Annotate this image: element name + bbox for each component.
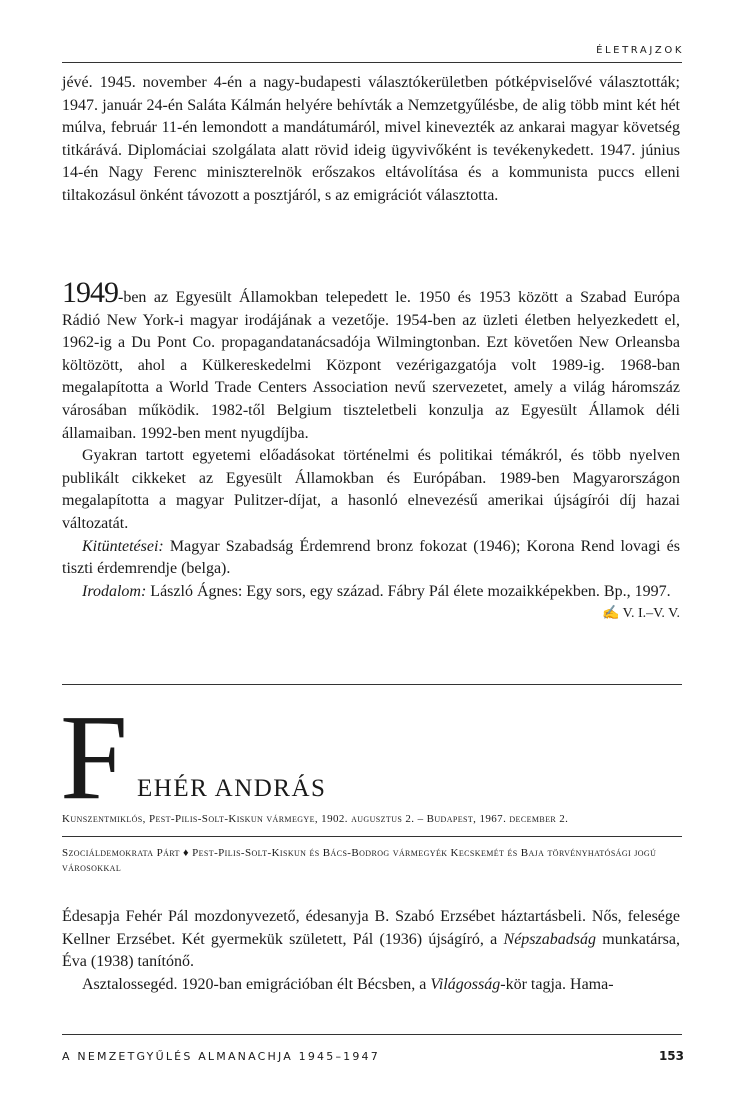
new-entry-body [62,906,680,996]
awards-label: Kitüntetései: [82,537,164,555]
year-drop: 1949 [62,276,118,309]
footer-title: A NEMZETGYŰLÉS ALMANACHJA 1945–1947 [62,1050,380,1063]
paragraph: Gyakran tartott egyetemi előadásokat történelmi és politikai témákról, és több nyelven publikált cikkeket az Egyesült Államokban és Európában. 1989-ben Magyarországon megalapította a magyar Pulitzer-díjat, a hasonló elnevezésű amerikai újságírói díj hazai változatát. [62,447,680,532]
newspaper-title: Népszabadság [503,930,596,948]
entry-initial: F [60,690,128,825]
author-signoff: ✍ V. I.–V. V. [601,606,680,622]
paragraph: jévé. 1945. november 4-én a nagy-budapesti választókerületben pótképviselővé választották; 1947. január 24-én Saláta Kálmán helyére behívták a Nemzetgyűlésbe, de alig több mint két hét múlva, február 11-én lemondott a mandátumáról, mivel kinevezték az ankarai magyar követség titkárává. Diplomáciai szolgálata alatt rövid ideig ügyvivőként is tevékenykedett. 1947. június 14-én Nagy Ferenc miniszterelnök erőszakos eltávolítása és a kommunista puccs elleni tiltakozásul önként távozott a posztjáról, s az emigrációt választotta. [62,74,680,204]
party-district-line: Szociáldemokrata Párt ♦ Pest-Pilis-Solt-Kiskun és Bács-Bodrog vármegyék Kecskemét és Baja törvényhatósági jogú városokkal [62,847,657,874]
footer-rule [62,1034,682,1035]
birth-death-line: Kunszentmiklós, Pest-Pilis-Solt-Kiskun vármegye, 1902. augusztus 2. – Budapest, 1967. december 2. [62,813,569,825]
paragraph: 1949-ben az Egyesült Államokban telepedett le. 1950 és 1953 között a Szabad Európa Rádió New York-i magyar irodájának a vezetője. 1954-ben az üzleti életben helyezkedett el, 1962-ig a Du Pont Co. propagandatanácsadója Wilmingtonban. Ezt követően New Orleansba költözött, ahol a Külkereskedelmi Központ vezérigazgatója volt 1989-ig. 1968-ban megalapította a World Trade Centers Association nevű szervezetet, amely a világ háromszáz városában működik. 1982-től Belgium tiszteletbeli konzulja az Egyesült Államok déli államaiban. 1992-ben ment nyugdíjba. [62,276,680,442]
header-rule [62,62,682,63]
page-number: 153 [658,1049,684,1063]
entry-separator-rule [62,684,682,685]
literature-label: Irodalom: [82,582,147,600]
paragraph: Asztalossegéd. 1920-ban emigrációban élt Bécsben, a Világosság-kör tagja. Hama- [82,975,614,993]
circle-name: Világosság [430,975,501,993]
previous-entry-continuation [62,72,680,208]
running-header: ÉLETRAJZOK [596,45,684,56]
previous-entry-body [62,276,680,626]
awards-paragraph: Kitüntetései: Magyar Szabadság Érdemrend bronz fokozat (1946); Korona Rend lovagi és tiszti érdemrendje (belga). [62,537,680,578]
paragraph: Édesapja Fehér Pál mozdonyvezető, édesanyja B. Szabó Erzsébet háztartásbeli. Nős, felesége Kellner Erzsébet. Két gyermekük született, Pál (1936) újságíró, a Népszabadság munkatársa, Éva (1938) tanítónő. [62,908,680,971]
bio-rule [62,836,682,837]
entry-name: EHÉR ANDRÁS [137,775,327,802]
literature-paragraph: Irodalom: László Ágnes: Egy sors, egy század. Fábry Pál élete mozaikképekben. Bp., 1997. ✍ V. I.–V. V. [62,581,680,604]
